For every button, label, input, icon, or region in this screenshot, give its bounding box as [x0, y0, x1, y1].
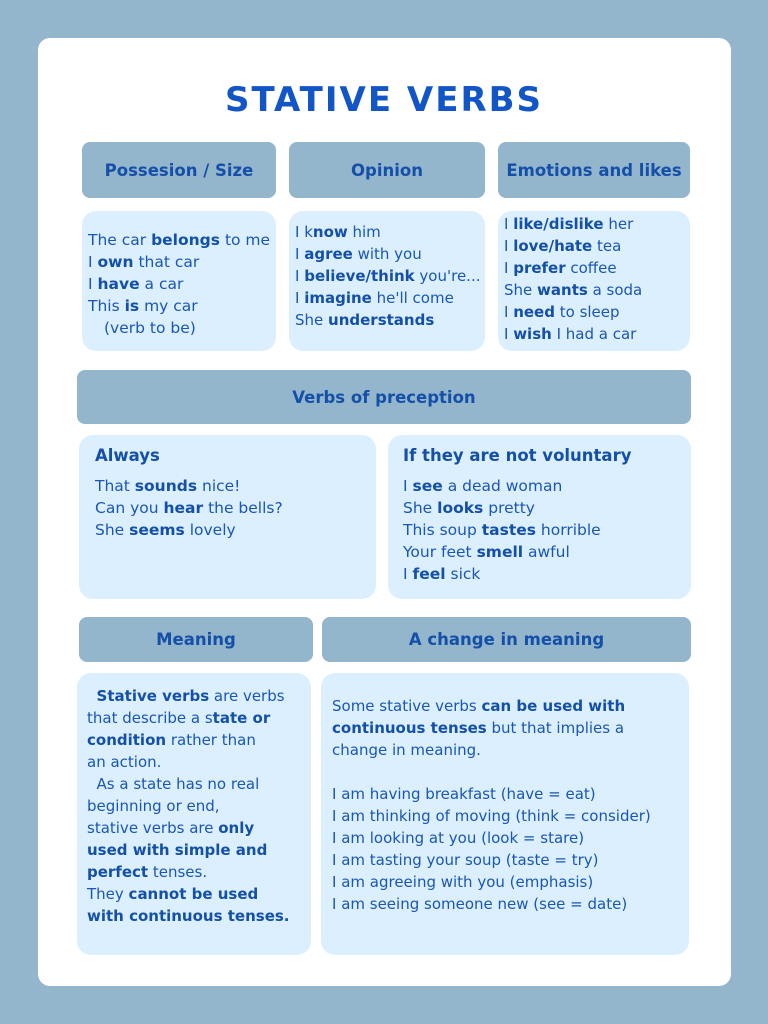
- meaning-line: with continuous tenses.: [87, 907, 290, 925]
- change-example: I am agreeing with you (emphasis): [332, 873, 594, 891]
- meaning-line: perfect tenses.: [87, 863, 208, 881]
- emotions-line: I prefer coffee: [504, 259, 617, 277]
- voluntary-line: She looks pretty: [403, 499, 535, 517]
- always-line: Can you hear the bells?: [95, 499, 283, 517]
- meaning-box: [77, 673, 311, 955]
- voluntary-line: I see a dead woman: [403, 477, 563, 495]
- emotions-line: I love/hate tea: [504, 237, 622, 255]
- change-example: I am tasting your soup (taste = try): [332, 851, 599, 869]
- possession-line: The car belongs to me: [88, 231, 271, 249]
- meaning-line: As a state has no real: [96, 775, 260, 793]
- meaning-line: stative verbs are only: [87, 819, 255, 837]
- meaning-line: They cannot be used: [87, 885, 259, 903]
- opinion-line: She understands: [295, 311, 435, 329]
- emotions-box: [498, 211, 690, 351]
- possession-line: This is my car: [88, 297, 198, 315]
- change-example: I am having breakfast (have = eat): [332, 785, 596, 803]
- change-intro-line: continuous tenses but that implies a: [332, 719, 625, 737]
- opinion-line: I believe/think you're...: [295, 267, 481, 285]
- change-intro-line: change in meaning.: [332, 741, 481, 759]
- opinion-line: I imagine he'll come: [295, 289, 454, 307]
- change-example: I am seeing someone new (see = date): [332, 895, 628, 913]
- header-emotions: Emotions and likes: [498, 142, 690, 198]
- possession-box: [82, 211, 276, 351]
- voluntary-heading: If they are not voluntary: [403, 446, 632, 465]
- change-intro-line: Some stative verbs can be used with: [332, 697, 626, 715]
- meaning-line: Stative verbs are verbs: [96, 687, 285, 705]
- voluntary-line: I feel sick: [403, 565, 481, 583]
- meaning-line: that describe a state or: [87, 709, 271, 727]
- meaning-line: an action.: [87, 753, 162, 771]
- voluntary-box: [388, 435, 691, 599]
- header-meaning: Meaning: [79, 617, 313, 662]
- emotions-line: I need to sleep: [504, 303, 620, 321]
- always-line: She seems lovely: [95, 521, 236, 539]
- meaning-line: beginning or end,: [87, 797, 220, 815]
- page-title: STATIVE VERBS: [224, 80, 544, 120]
- change-example: I am thinking of moving (think = consider): [332, 807, 651, 825]
- always-heading: Always: [95, 446, 160, 465]
- opinion-line: I know him: [295, 223, 381, 241]
- possession-line: I own that car: [88, 253, 200, 271]
- emotions-line: I like/dislike her: [504, 215, 634, 233]
- voluntary-line: This soup tastes horrible: [403, 521, 601, 539]
- header-change: A change in meaning: [322, 617, 691, 662]
- meaning-line: condition rather than: [87, 731, 256, 749]
- header-opinion: Opinion: [289, 142, 485, 198]
- always-line: That sounds nice!: [95, 477, 241, 495]
- header-perception: Verbs of preception: [77, 370, 691, 424]
- opinion-line: I agree with you: [295, 245, 422, 263]
- meaning-line: used with simple and: [87, 841, 268, 859]
- possession-line: I have a car: [88, 275, 184, 293]
- opinion-box: [289, 211, 485, 351]
- voluntary-line: Your feet smell awful: [403, 543, 570, 561]
- emotions-line: She wants a soda: [504, 281, 643, 299]
- change-box: [321, 673, 689, 955]
- emotions-line: I wish I had a car: [504, 325, 637, 343]
- header-possession: Possesion / Size: [82, 142, 276, 198]
- always-box: [79, 435, 376, 599]
- possession-note: (verb to be): [104, 319, 196, 337]
- change-example: I am looking at you (look = stare): [332, 829, 585, 847]
